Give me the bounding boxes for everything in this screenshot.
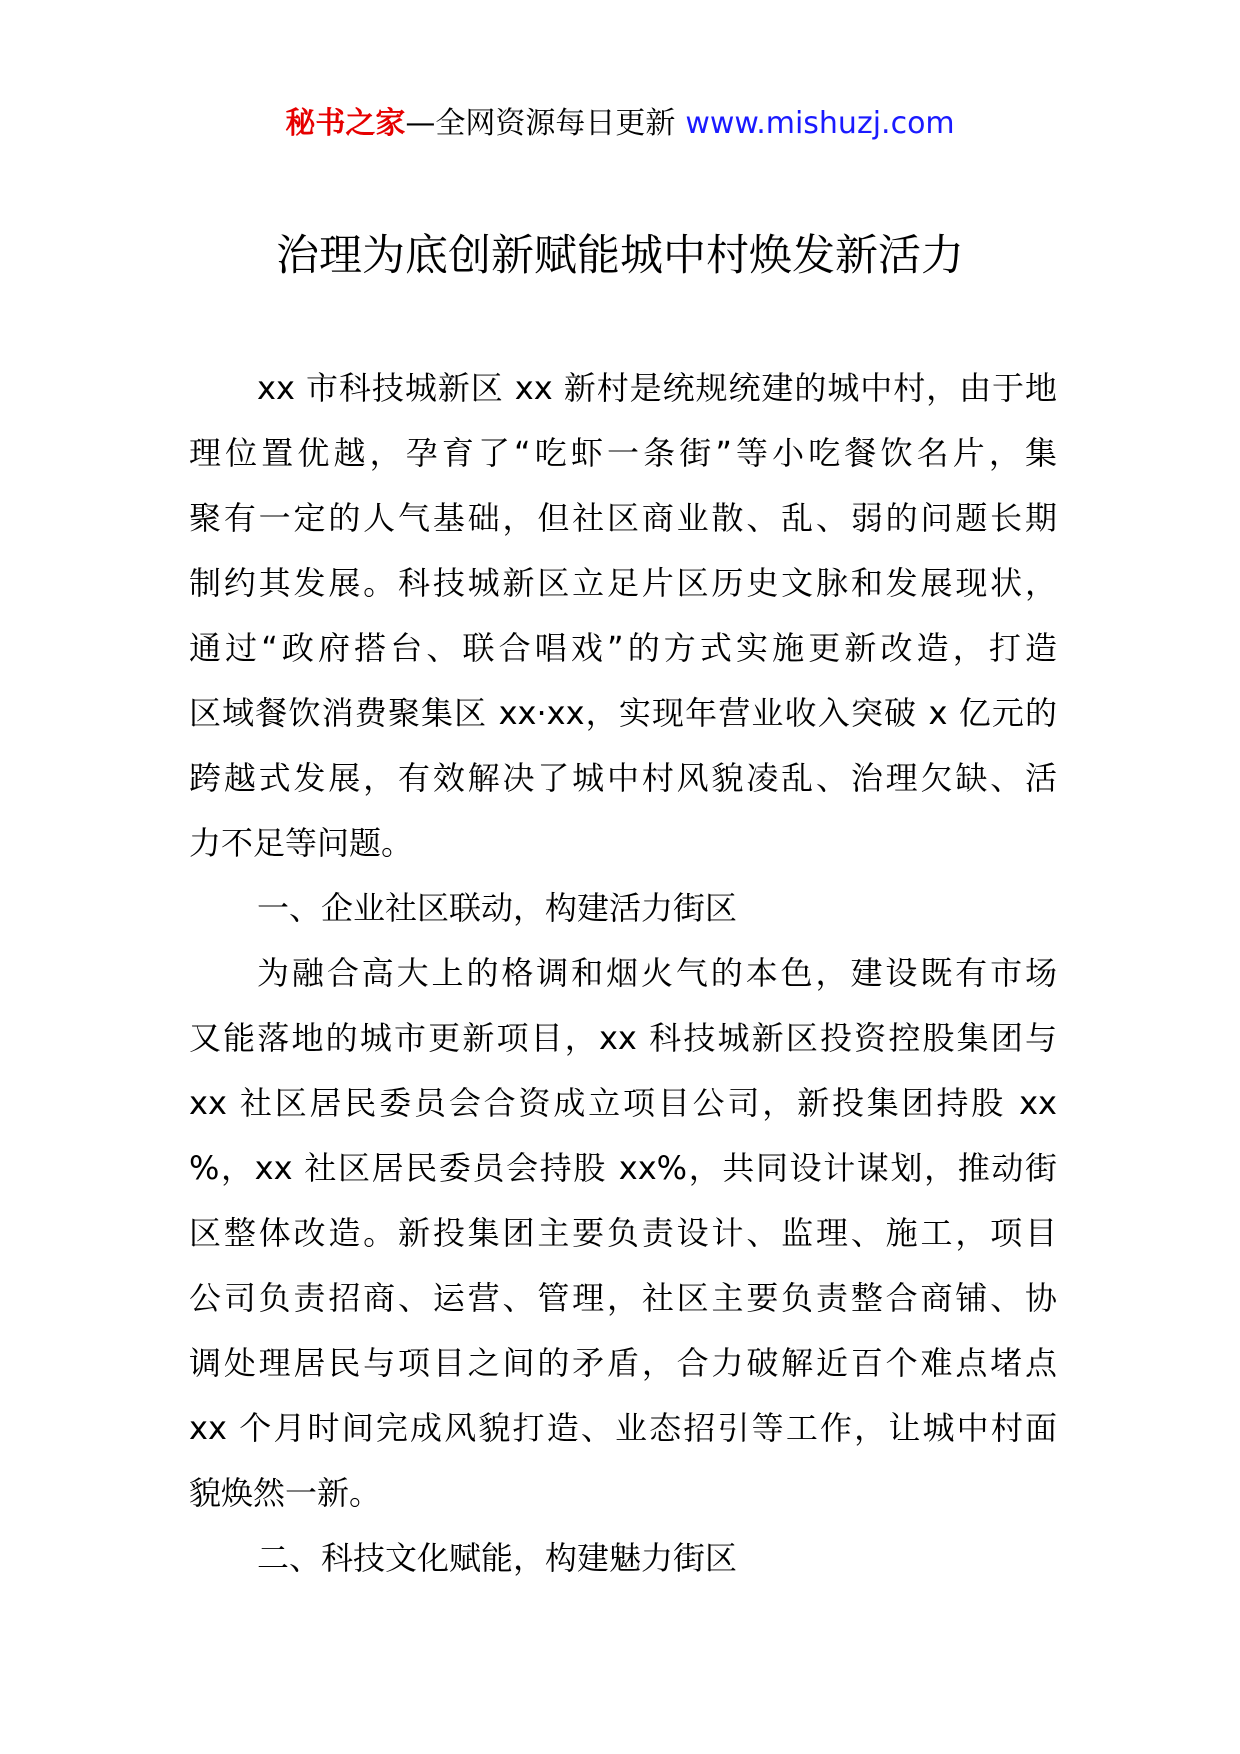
paragraph-line: %，xx 社区居民委员会持股 xx%，共同设计谋划，推动街 (189, 1149, 1057, 1187)
paragraph-section-1 (189, 941, 1057, 1526)
paragraph-line: 通过“政府搭台、联合唱戏”的方式实施更新改造，打造 (189, 629, 1057, 667)
paragraph-line: 制约其发展。科技城新区立足片区历史文脉和发展现状， (189, 564, 1057, 602)
paragraph-line: 区整体改造。新投集团主要负责设计、监理、施工，项目 (189, 1214, 1057, 1252)
section-heading-1: 一、企业社区联动，构建活力街区 (257, 889, 738, 927)
site-url-link[interactable]: www.mishuzj.com (685, 106, 955, 141)
paragraph-line: 调处理居民与项目之间的矛盾，合力破解近百个难点堵点 (189, 1344, 1057, 1382)
paragraph-line: 为融合高大上的格调和烟火气的本色，建设既有市场 (257, 954, 1057, 992)
document-title: 治理为底创新赋能城中村焕发新活力 (276, 231, 964, 281)
paragraph-line: 力不足等问题。 (189, 824, 414, 862)
paragraph-line: 聚有一定的人气基础，但社区商业散、乱、弱的问题长期 (189, 499, 1057, 537)
paragraph-line: xx 市科技城新区 xx 新村是统规统建的城中村，由于地 (257, 369, 1057, 407)
paragraph-line: 公司负责招商、运营、管理，社区主要负责整合商铺、协 (189, 1279, 1057, 1317)
site-brand-name: 秘书之家 (285, 106, 406, 141)
paragraph-line: xx 社区居民委员会合资成立项目公司，新投集团持股 xx (189, 1084, 1057, 1122)
paragraph-line: xx 个月时间完成风貌打造、业态招引等工作，让城中村面 (189, 1409, 1057, 1447)
paragraph-line: 跨越式发展，有效解决了城中村风貌凌乱、治理欠缺、活 (189, 759, 1057, 797)
document-body (189, 356, 1057, 1591)
paragraph-line: 又能落地的城市更新项目，xx 科技城新区投资控股集团与 (189, 1019, 1057, 1057)
paragraph-line: 貌焕然一新。 (189, 1474, 382, 1512)
paragraph-intro (189, 356, 1057, 876)
section-heading-2: 二、科技文化赋能，构建魅力街区 (257, 1539, 738, 1577)
paragraph-line: 区域餐饮消费聚集区 xx·xx，实现年营业收入突破 x 亿元的 (189, 694, 1057, 732)
site-tagline: —全网资源每日更新 (405, 106, 676, 141)
site-header (0, 104, 1240, 144)
paragraph-line: 理位置优越，孕育了“吃虾一条街”等小吃餐饮名片，集 (189, 434, 1057, 472)
